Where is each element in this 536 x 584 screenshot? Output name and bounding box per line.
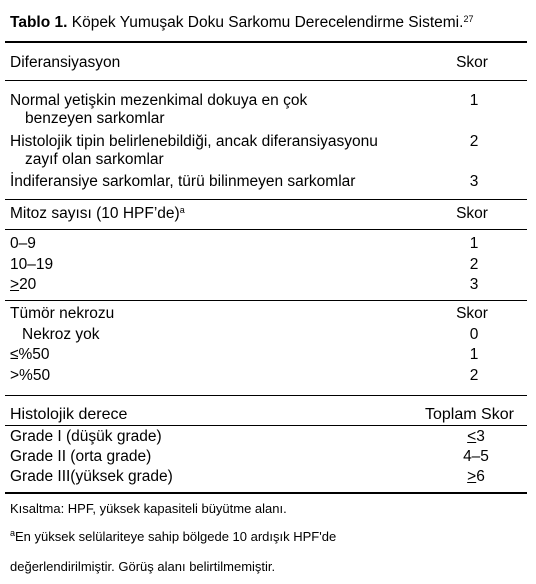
- mitosis-row-2-score: 2: [469, 256, 479, 273]
- grade-1-score-value: 3: [476, 428, 485, 445]
- greater-equal-symbol: >: [10, 276, 20, 293]
- mitosis-header: [10, 205, 185, 223]
- less-equal-symbol: <: [467, 428, 477, 445]
- footnote-abbreviation: Kısaltma: HPF, yüksek kapasiteli büyütme alanı.: [10, 501, 287, 516]
- greater-equal-symbol-grade: >: [467, 468, 477, 485]
- diff-row-2-score: 2: [469, 133, 479, 150]
- mitosis-row-2-label: 10–19: [10, 256, 54, 273]
- grade-2-label: Grade II (orta grade): [10, 448, 152, 465]
- table-label: Tablo 1.: [10, 14, 68, 31]
- grade-1-label: Grade I (düşük grade): [10, 428, 162, 445]
- rule-sec2-end: [5, 300, 527, 301]
- rule-top: [5, 41, 527, 43]
- necrosis-row-2-score: 1: [469, 346, 479, 363]
- differentiation-score-header: Skor: [456, 54, 488, 71]
- grade-3-score: [446, 468, 506, 486]
- mitosis-row-3-label: [10, 276, 36, 294]
- necrosis-score-header: Skor: [456, 305, 488, 322]
- diff-row-3-line1: İndiferansiye sarkomlar, türü bilinmeyen sarkomlar: [10, 173, 356, 190]
- diff-row-1-score: 1: [469, 92, 479, 109]
- diff-row-1-line1: Normal yetişkin mezenkimal dokuya en çok: [10, 92, 308, 109]
- necrosis-header: Tümör nekrozu: [10, 305, 115, 322]
- differentiation-header: Diferansiyasyon: [10, 54, 121, 71]
- mitosis-row-3-score: 3: [469, 276, 479, 293]
- necrosis-row-3-label: >%50: [10, 367, 51, 384]
- footnote-a-line2: değerlendirilmiştir. Görüş alanı belirtilmemiştir.: [10, 559, 276, 574]
- grade-3-score-value: 6: [476, 468, 485, 485]
- footnote-a: [10, 528, 336, 546]
- mitosis-row-3-value: 20: [19, 276, 37, 293]
- footnote-a-line1: En yüksek selülariteye sahip bölgede 10 ardışık HPF'de: [15, 529, 337, 544]
- diff-row-1-line2: benzeyen sarkomlar: [25, 110, 165, 127]
- histologic-grade-header: Histolojik derece: [10, 406, 128, 423]
- mitosis-row-1-label: 0–9: [10, 235, 36, 252]
- diff-row-2-line1: Histolojik tipin belirlenebildiği, ancak diferansiyasyonu: [10, 133, 378, 150]
- grade-1-score: [446, 428, 506, 446]
- rule-sec2-header: [5, 229, 527, 230]
- mitosis-row-1-score: 1: [469, 235, 479, 252]
- title-reference: 27: [463, 14, 474, 24]
- rule-bottom: [5, 492, 527, 494]
- necrosis-row-1-score: 0: [469, 326, 479, 343]
- rule-sec1-header: [5, 80, 527, 81]
- grade-2-score: 4–5: [463, 448, 489, 465]
- total-score-header: Toplam Skor: [425, 406, 514, 423]
- mitosis-header-footnote: a: [179, 205, 185, 215]
- table-title-text: Köpek Yumuşak Doku Sarkomu Derecelendirme Sistemi.: [71, 14, 464, 31]
- rule-sec1-end: [5, 199, 527, 200]
- necrosis-row-2-label: ≤%50: [10, 346, 50, 363]
- mitosis-score-header: Skor: [456, 205, 488, 222]
- footnote-a-mark: a: [10, 528, 16, 538]
- necrosis-row-3-score: 2: [469, 367, 479, 384]
- grade-3-label: Grade III(yüksek grade): [10, 468, 173, 485]
- rule-sec4-header: [5, 425, 527, 426]
- rule-sec3-end: [5, 395, 527, 396]
- diff-row-2-line2: zayıf olan sarkomlar: [25, 151, 164, 168]
- necrosis-row-1-label: Nekroz yok: [22, 326, 100, 343]
- diff-row-3-score: 3: [469, 173, 479, 190]
- mitosis-header-text: Mitoz sayısı (10 HPF’de): [10, 205, 180, 222]
- table-title: [10, 14, 473, 32]
